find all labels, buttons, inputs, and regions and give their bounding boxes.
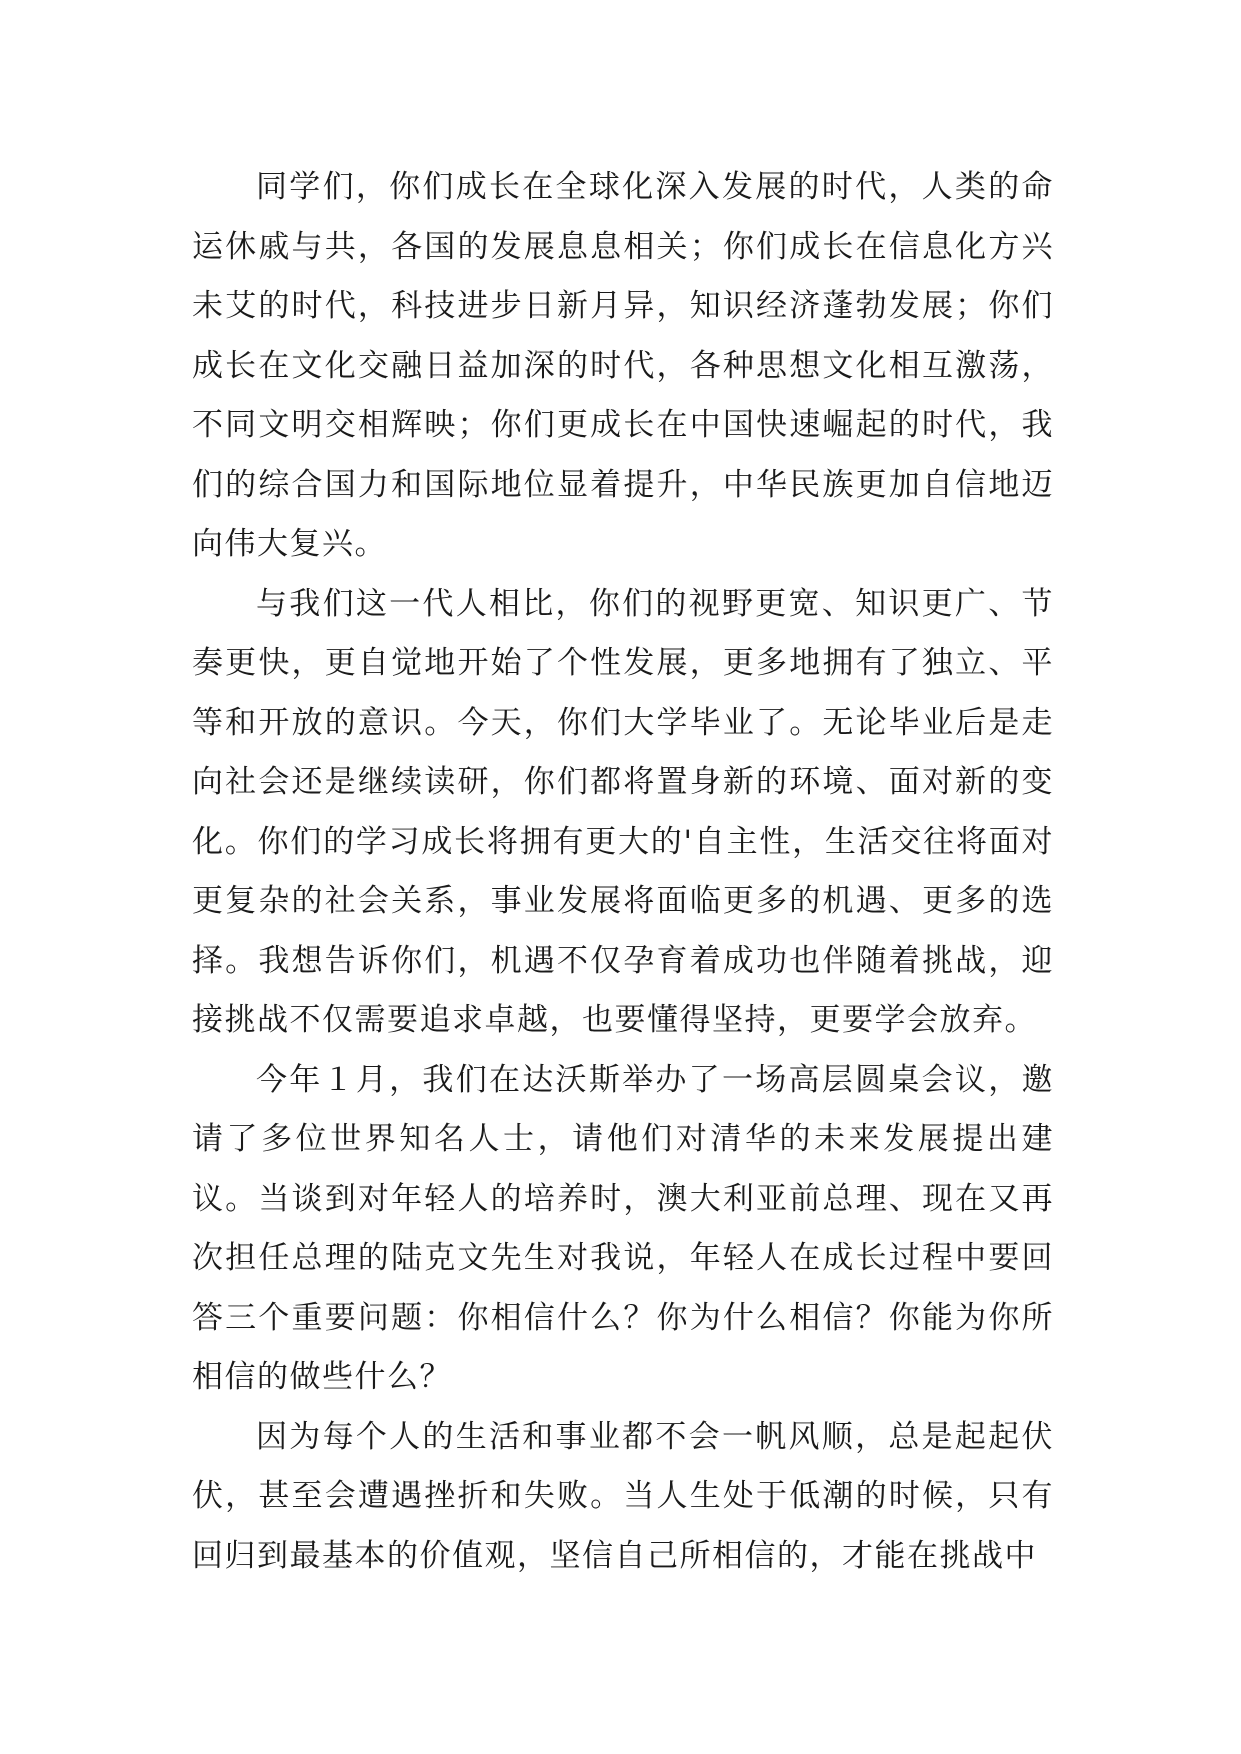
paragraph-4: 因为每个人的生活和事业都不会一帆风顺，总是起起伏伏，甚至会遭遇挫折和失败。当人生处于低潮的时候，只有回归到最基本的价值观，坚信自己所相信的，才能在挑战中 xyxy=(192,1418,1054,1574)
document-body xyxy=(192,158,1054,1586)
paragraph-2: 与我们这一代人相比，你们的视野更宽、知识更广、节奏更快，更自觉地开始了个性发展，更多地拥有了独立、平等和开放的意识。今天，你们大学毕业了。无论毕业后是走向社会还是继续读研，你们都将置身新的环境、面对新的变化。你们的学习成长将拥有更大的'自主性，生活交往将面对更复杂的社会关系，事业发展将面临更多的机遇、更多的选择。我想告诉你们，机遇不仅孕育着成功也伴随着挑战，迎接挑战不仅需要追求卓越，也要懂得坚持，更要学会放弃。 xyxy=(192,585,1054,1038)
paragraph-1: 同学们，你们成长在全球化深入发展的时代，人类的命运休戚与共，各国的发展息息相关；你们成长在信息化方兴未艾的时代，科技进步日新月异，知识经济蓬勃发展；你们成长在文化交融日益加深的时代，各种思想文化相互激荡，不同文明交相辉映；你们更成长在中国快速崛起的时代，我们的综合国力和国际地位显着提升，中华民族更加自信地迈向伟大复兴。 xyxy=(192,169,1054,562)
paragraph-3: 今年１月，我们在达沃斯举办了一场高层圆桌会议，邀请了多位世界知名人士，请他们对清华的未来发展提出建议。当谈到对年轻人的培养时，澳大利亚前总理、现在又再次担任总理的陆克文先生对我说，年轻人在成长过程中要回答三个重要问题：你相信什么？你为什么相信？你能为你所相信的做些什么？ xyxy=(192,1061,1054,1395)
